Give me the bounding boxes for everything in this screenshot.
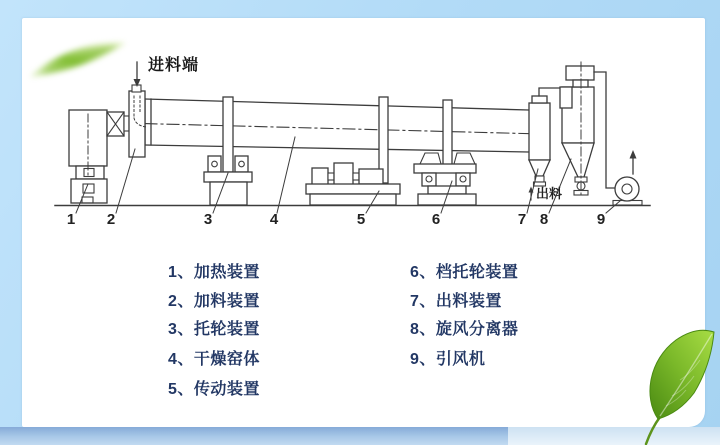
discharging-device-drawing — [529, 88, 562, 200]
legend-item-3: 3、托轮装置 — [168, 321, 260, 338]
support-roller-device-drawing — [204, 97, 252, 205]
legend-item-8: 8、旋风分离器 — [410, 321, 519, 338]
transmission-device-drawing — [306, 97, 400, 205]
part-number-4: 4 — [269, 211, 279, 228]
part-number-1: 1 — [66, 211, 76, 228]
discharge-label: 出料 — [536, 186, 563, 201]
part-number-7: 7 — [517, 211, 527, 228]
legend-item-9: 9、引风机 — [410, 351, 486, 368]
part-number-6: 6 — [431, 211, 441, 228]
heating-device-drawing — [69, 110, 107, 203]
part-number-2: 2 — [106, 211, 116, 228]
part-number-5: 5 — [356, 211, 366, 228]
part-number-9: 9 — [596, 211, 606, 228]
induced-draft-fan-drawing — [613, 150, 642, 205]
legend-item-4: 4、干燥窑体 — [168, 351, 260, 368]
legend-item-1: 1、加热装置 — [168, 264, 260, 281]
legend-item-5: 5、传动装置 — [168, 381, 260, 398]
drum-body-drawing — [123, 99, 542, 152]
legend-item-2: 2、加料装置 — [168, 293, 260, 310]
feeding-device-drawing — [129, 62, 147, 157]
part-number-3: 3 — [203, 211, 213, 228]
part-number-8: 8 — [539, 211, 549, 228]
cyclone-separator-drawing — [560, 62, 615, 198]
thrust-roller-device-drawing — [414, 100, 476, 205]
feed-end-label: 进料端 — [148, 57, 200, 74]
legend-item-7: 7、出料装置 — [410, 293, 502, 310]
legend-item-6: 6、档托轮装置 — [410, 264, 519, 281]
leaf-decoration-bottom-right — [616, 324, 720, 445]
burner-connector-drawing — [107, 112, 129, 136]
